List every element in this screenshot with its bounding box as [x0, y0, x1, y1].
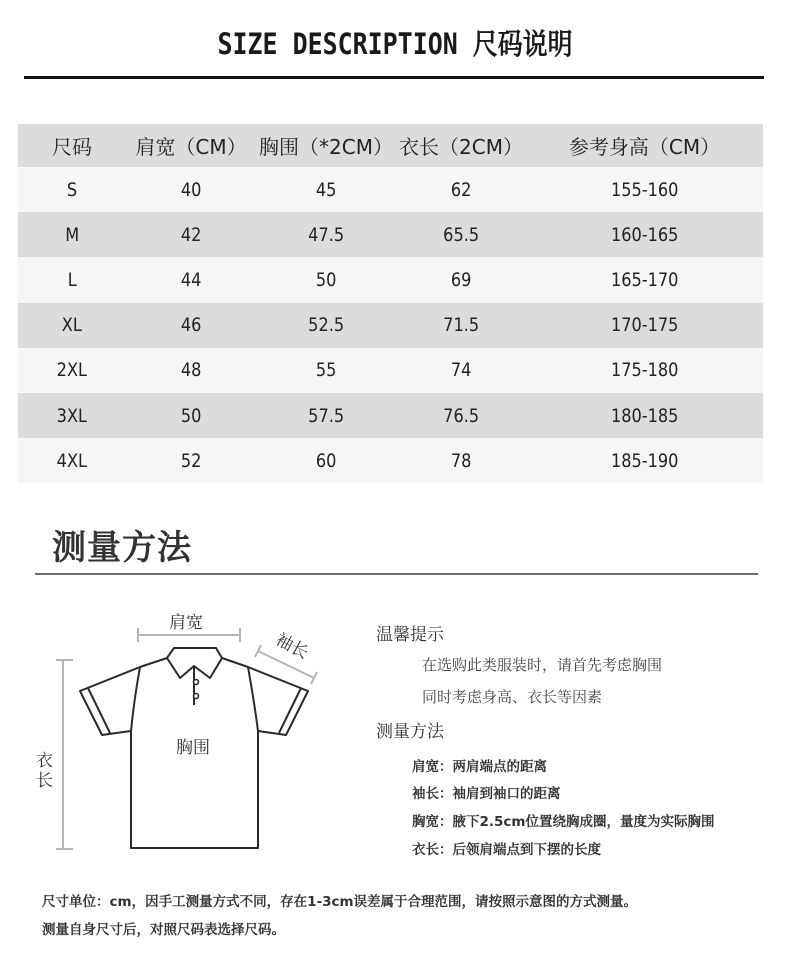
column-header-shoulder: 肩宽（CM） — [135, 135, 247, 159]
table-row — [18, 393, 763, 438]
table-row — [18, 167, 763, 212]
cell-size: 2XL — [56, 359, 88, 382]
cell-height: 165-170 — [610, 268, 679, 291]
footer-note: 测量自身尺寸后，对照尺码表选择尺码。 — [42, 922, 285, 938]
column-header-height: 参考身高（CM） — [568, 135, 721, 159]
column-header-size: 尺码 — [52, 135, 92, 159]
cell-height: 170-175 — [610, 314, 679, 337]
cell-chest: 45 — [315, 178, 337, 201]
cell-length: 65.5 — [443, 223, 479, 246]
size-chart-table — [18, 124, 763, 483]
cell-chest: 55 — [315, 359, 337, 382]
cell-size: L — [67, 268, 77, 291]
cell-height: 160-165 — [610, 223, 679, 246]
tip-line: 同时考虑身高、衣长等因素 — [422, 688, 603, 706]
method-line-chest: 胸宽：腋下2.5cm位置绕胸成圈，量度为实际胸围 — [412, 814, 715, 830]
label-sleeve-length: 袖长 — [272, 629, 312, 664]
cell-chest: 60 — [315, 449, 337, 472]
cell-size: M — [65, 223, 79, 246]
cell-length: 62 — [450, 178, 472, 201]
cell-length: 74 — [450, 359, 472, 382]
cell-size: 4XL — [56, 449, 88, 472]
table-header-row — [18, 124, 763, 167]
cell-chest: 47.5 — [308, 223, 344, 246]
cell-chest: 57.5 — [308, 404, 344, 427]
tip-line: 在选购此类服装时，请首先考虑胸围 — [422, 656, 663, 674]
cell-size: 3XL — [56, 404, 88, 427]
cell-size: XL — [61, 314, 83, 337]
cell-chest: 52.5 — [308, 314, 344, 337]
method-line-length: 衣长：后领肩端点到下摆的长度 — [412, 842, 601, 858]
label-shoulder-width: 肩宽 — [169, 613, 203, 633]
method-line-shoulder: 肩宽：两肩端点的距离 — [412, 759, 547, 775]
cell-length: 76.5 — [443, 404, 479, 427]
tips-heading: 温馨提示 — [376, 625, 444, 645]
cell-length: 71.5 — [443, 314, 479, 337]
cell-height: 180-185 — [610, 404, 679, 427]
cell-height: 175-180 — [610, 359, 679, 382]
cell-shoulder: 42 — [180, 223, 202, 246]
table-row — [18, 348, 763, 393]
label-chest: 胸围 — [176, 738, 210, 758]
cell-chest: 50 — [315, 268, 337, 291]
cell-shoulder: 40 — [180, 178, 202, 201]
cell-size: S — [66, 178, 78, 201]
cell-shoulder: 50 — [180, 404, 202, 427]
table-row — [18, 257, 763, 302]
column-header-length: 衣长（2CM） — [399, 135, 523, 159]
table-row — [18, 438, 763, 483]
polo-shirt-diagram — [30, 590, 350, 870]
label-length-bottom: 长 — [36, 771, 53, 791]
cell-height: 185-190 — [610, 449, 679, 472]
cell-shoulder: 52 — [180, 449, 202, 472]
column-header-chest: 胸围（*2CM） — [259, 135, 393, 159]
title-divider — [24, 76, 764, 79]
cell-shoulder: 44 — [180, 268, 202, 291]
table-row — [18, 303, 763, 348]
label-length-top: 衣 — [36, 751, 53, 771]
method-heading: 测量方法 — [376, 722, 444, 742]
footer-note: 尺寸单位：cm，因手工测量方式不同，存在1-3cm误差属于合理范围，请按照示意图的方式测量。 — [42, 894, 638, 910]
method-line-sleeve: 袖长：袖肩到袖口的距离 — [412, 786, 561, 802]
cell-length: 78 — [450, 449, 472, 472]
cell-length: 69 — [450, 268, 472, 291]
cell-shoulder: 46 — [180, 314, 202, 337]
cell-shoulder: 48 — [180, 359, 202, 382]
page-title: SIZE DESCRIPTION 尺码说明 — [217, 27, 573, 61]
table-row — [18, 212, 763, 257]
section-divider — [35, 573, 758, 575]
cell-height: 155-160 — [610, 178, 679, 201]
section-title-measurement: 测量方法 — [52, 528, 192, 568]
